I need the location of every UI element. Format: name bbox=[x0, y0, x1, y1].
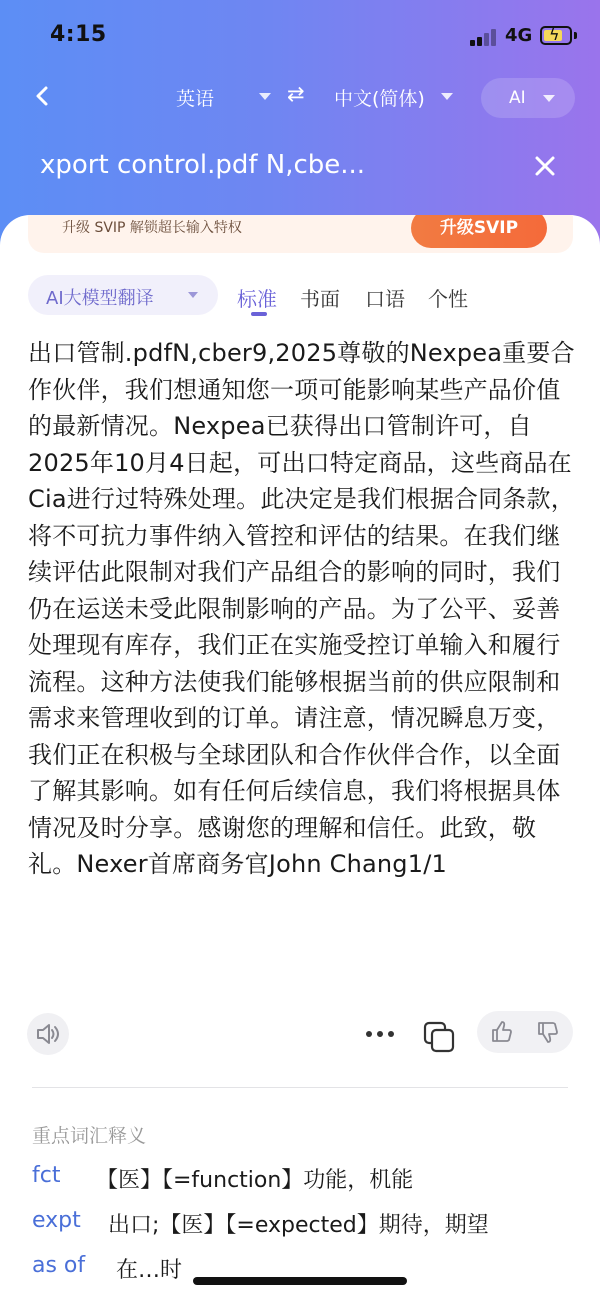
status-time: 4:15 bbox=[50, 22, 107, 47]
vocabulary-term: fct bbox=[32, 1163, 61, 1188]
ai-engine-button[interactable] bbox=[481, 78, 575, 118]
upgrade-svip-button[interactable]: 升级SVIP bbox=[411, 215, 547, 248]
result-actions bbox=[0, 1011, 600, 1057]
back-button[interactable] bbox=[32, 78, 60, 114]
feedback-buttons bbox=[477, 1011, 573, 1053]
svip-promo-banner bbox=[28, 215, 573, 253]
translation-text: 出口管制.pdfN,cber9,2025尊敬的Nexpea重要合作伙伴，我们想通知您一项可能影响某些产品价值的最新情况。Nexpea已获得出口管制许可，自2025年10月4日起，可出口特定商品，这些商品在Cia进行过特殊处理。此决定是我们根据合同条款，将不可抗力事件纳入管控和评估的结果。在我们继续评估此限制对我们产品组合的影响的同时，我们仍在运送未受此限制影响的产品。为了公平、妥善处理现有库存，我们正在实施受控订单输入和履行流程。这种方法使我们能够根据当前的供应限制和需求来管理收到的订单。请注意，情况瞬息万变，我们正在积极与全球团队和合作伙伴合作，以全面了解其影响。如有任何后续信息，我们将根据具体情况及时分享。感谢您的理解和信任。此致，敬礼。Nexer首席商务官John Chang1/1 bbox=[28, 339, 575, 878]
tab-written[interactable]: 书面 bbox=[300, 287, 340, 311]
vocabulary-term: expt bbox=[32, 1208, 81, 1233]
tab-standard[interactable]: 标准 bbox=[237, 287, 277, 311]
vocabulary-definition: 在…时 bbox=[116, 1258, 183, 1283]
vocabulary-definition: 【医】【=function】功能，机能 bbox=[96, 1168, 414, 1193]
tab-personal[interactable]: 个性 bbox=[428, 287, 468, 311]
copy-icon[interactable] bbox=[421, 1019, 457, 1055]
model-label: AI大模型翻译 bbox=[46, 288, 154, 309]
home-indicator bbox=[193, 1277, 407, 1285]
chevron-down-icon bbox=[543, 95, 555, 102]
vocabulary-item[interactable] bbox=[32, 1163, 592, 1197]
source-language-caret-icon[interactable] bbox=[259, 93, 271, 100]
network-label: 4G bbox=[505, 25, 533, 46]
tab-spoken[interactable]: 口语 bbox=[365, 287, 405, 311]
vocabulary-term: as of bbox=[32, 1253, 86, 1278]
target-language-selector[interactable]: 中文(简体) bbox=[334, 88, 425, 110]
signal-icon bbox=[470, 28, 498, 46]
close-icon bbox=[534, 155, 556, 177]
query-bar bbox=[0, 140, 600, 196]
thumbs-up-icon[interactable] bbox=[489, 1019, 515, 1045]
chevron-down-icon bbox=[188, 292, 198, 298]
result-card bbox=[0, 215, 600, 1300]
ai-engine-label: AI bbox=[509, 88, 526, 108]
query-input[interactable]: xport control.pdf N,cbe... bbox=[40, 150, 366, 180]
source-language-selector[interactable]: 英语 bbox=[176, 88, 215, 110]
active-tab-indicator bbox=[251, 312, 267, 316]
status-bar bbox=[0, 0, 600, 72]
more-icon[interactable] bbox=[365, 1029, 395, 1039]
vocabulary-title: 重点词汇释义 bbox=[32, 1125, 147, 1147]
language-bar bbox=[0, 72, 600, 124]
battery-tip bbox=[574, 32, 577, 39]
target-language-caret-icon[interactable] bbox=[441, 93, 453, 100]
swap-arrows-icon[interactable]: ⇄ bbox=[287, 82, 305, 106]
battery-icon: ϟ bbox=[540, 26, 572, 45]
close-button[interactable] bbox=[528, 146, 562, 186]
thumbs-down-icon[interactable] bbox=[535, 1019, 561, 1045]
promo-text: 升级 SVIP 解锁超长输入特权 bbox=[62, 220, 242, 236]
translation-mode-row bbox=[28, 275, 573, 315]
section-divider bbox=[32, 1087, 568, 1088]
chevron-left-icon bbox=[32, 78, 52, 114]
speaker-icon bbox=[27, 1013, 69, 1055]
speaker-button[interactable] bbox=[27, 1013, 69, 1055]
vocabulary-item[interactable] bbox=[32, 1208, 592, 1242]
model-selector[interactable] bbox=[28, 275, 218, 315]
vocabulary-definition: 出口;【医】【=expected】期待，期望 bbox=[108, 1213, 489, 1238]
